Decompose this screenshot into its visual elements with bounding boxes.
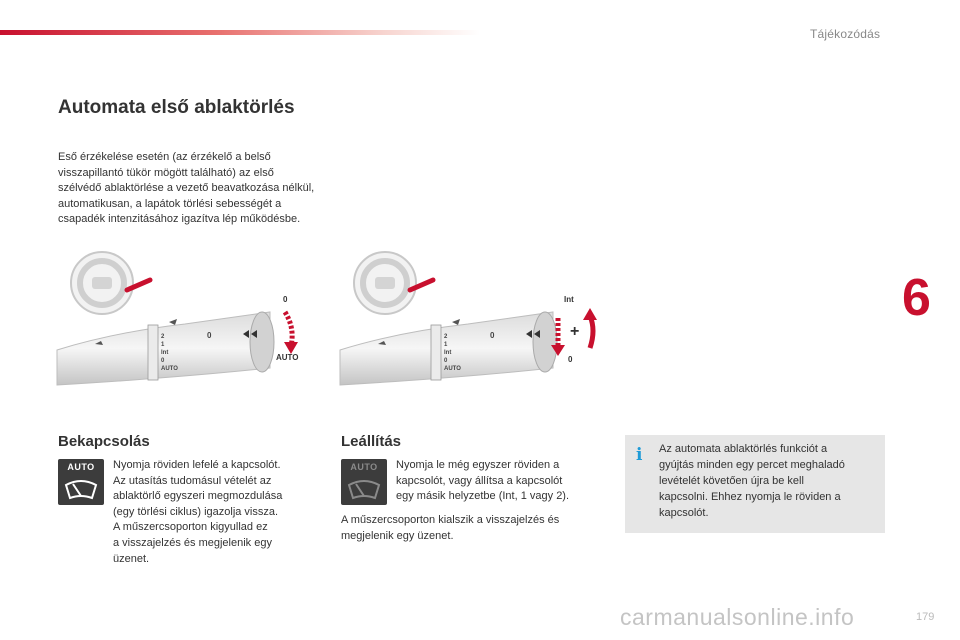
activate-line: ablaktörlő egyszeri megmozdulása	[113, 490, 283, 503]
info-icon: i	[636, 445, 643, 465]
up-arrowhead-icon	[583, 308, 597, 320]
stalk-position-label: 1	[444, 342, 448, 348]
stalk-end-knob	[250, 312, 274, 372]
wiper-stalk-body	[340, 312, 553, 385]
windscreen-wiper-icon	[346, 476, 382, 502]
activate-line: a visszajelzés és megjelenik egy	[113, 536, 272, 549]
info-line: kapcsolót.	[659, 507, 709, 519]
stalk-position-label: Int	[161, 350, 169, 356]
activate-line: Nyomja röviden lefelé a kapcsolót.	[113, 459, 281, 471]
stalk-position-label: AUTO	[444, 366, 461, 372]
up-arrow-icon	[590, 316, 593, 348]
activate-line: üzenet.	[113, 552, 150, 565]
info-text	[659, 441, 879, 521]
stalk-position-label: 2	[161, 334, 165, 340]
stalk-position-label: 0	[444, 358, 448, 364]
stalk-ring-scale	[431, 325, 441, 380]
deactivate-instructions	[396, 458, 601, 505]
deactivate-note-line: A műszercsoporton kialszik a visszajelzés és	[341, 514, 560, 526]
activate-line: Az utasítás tudomásul vételét az	[113, 474, 272, 487]
auto-wiper-indicator-off-icon	[341, 459, 387, 505]
info-line: levételét követően újra be kell	[659, 475, 804, 487]
activate-line: A műszercsoporton kigyullad ez	[113, 521, 268, 534]
steering-wheel-icon	[71, 252, 133, 314]
down-arrow-icon	[285, 312, 292, 346]
auto-indicator-label: AUTO	[350, 462, 378, 472]
stalk-position-label: 1	[161, 342, 165, 348]
info-line: kapcsolni. Ehhez nyomja le röviden a	[659, 491, 841, 503]
deactivate-line: egy másik helyzetbe (Int, 1 vagy 2).	[396, 490, 570, 503]
section-label: Tájékozódás	[810, 27, 881, 41]
wiper-stalk-illustration-activate	[55, 250, 320, 390]
intro-paragraph: Eső érzékelése esetén (az érzékelő a belső visszapillantó tükör mögött található) az első szélvédő ablaktörlése a vezető beavatkozása nélkül, automatikusan, a lapátok törlési sebességét a csapadék intenzitásához igazítva lép működésbe.	[58, 151, 315, 226]
plus-sign: +	[570, 323, 580, 340]
stalk-position-label: 2	[444, 334, 448, 340]
knob-position-label: 0	[490, 331, 495, 340]
page-number: 179	[916, 611, 935, 623]
stalk-position-label: AUTO	[161, 366, 178, 372]
info-line: Az automata ablaktörlés funkciót a	[659, 443, 828, 455]
stalk-position-label: 0	[161, 358, 165, 364]
stalk-ring-scale	[148, 325, 158, 380]
wiper-symbol-icon	[452, 319, 460, 325]
activate-instructions	[113, 458, 313, 567]
deactivate-note	[341, 513, 601, 544]
position-label-bottom: AUTO	[276, 353, 299, 362]
auto-indicator-label: AUTO	[67, 462, 95, 472]
steering-wheel-icon	[354, 252, 416, 314]
stalk-position-label: Int	[444, 350, 452, 356]
section-heading-deactivate: Leállítás	[341, 433, 402, 450]
wiper-symbol-icon	[169, 319, 177, 325]
page-title: Automata első ablaktörlés	[58, 97, 295, 118]
chapter-number: 6	[902, 269, 931, 327]
info-line: gyújtás minden egy percet meghaladó	[659, 459, 845, 471]
deactivate-line: kapcsolót, vagy állítsa a kapcsolót	[396, 474, 563, 487]
header-accent-bar	[0, 30, 480, 35]
activate-line: (egy törlési ciklus) igazolja vissza.	[113, 505, 279, 518]
wiper-stalk-illustration-deactivate	[338, 250, 603, 390]
knob-position-label: 0	[207, 331, 212, 340]
deactivate-note-line: megjelenik egy üzenet.	[341, 529, 454, 542]
windscreen-wiper-icon	[63, 476, 99, 502]
position-label-top: 0	[283, 295, 288, 304]
watermark: carmanualsonline.info	[620, 604, 855, 630]
position-label-bottom: 0	[568, 355, 573, 364]
auto-wiper-indicator-icon	[58, 459, 104, 505]
stalk-end-knob	[533, 312, 557, 372]
position-label-top: Int	[564, 295, 574, 304]
wiper-stalk-body	[57, 312, 270, 385]
section-heading-activate: Bekapcsolás	[58, 433, 150, 450]
deactivate-line: Nyomja le még egyszer röviden a	[396, 459, 560, 471]
